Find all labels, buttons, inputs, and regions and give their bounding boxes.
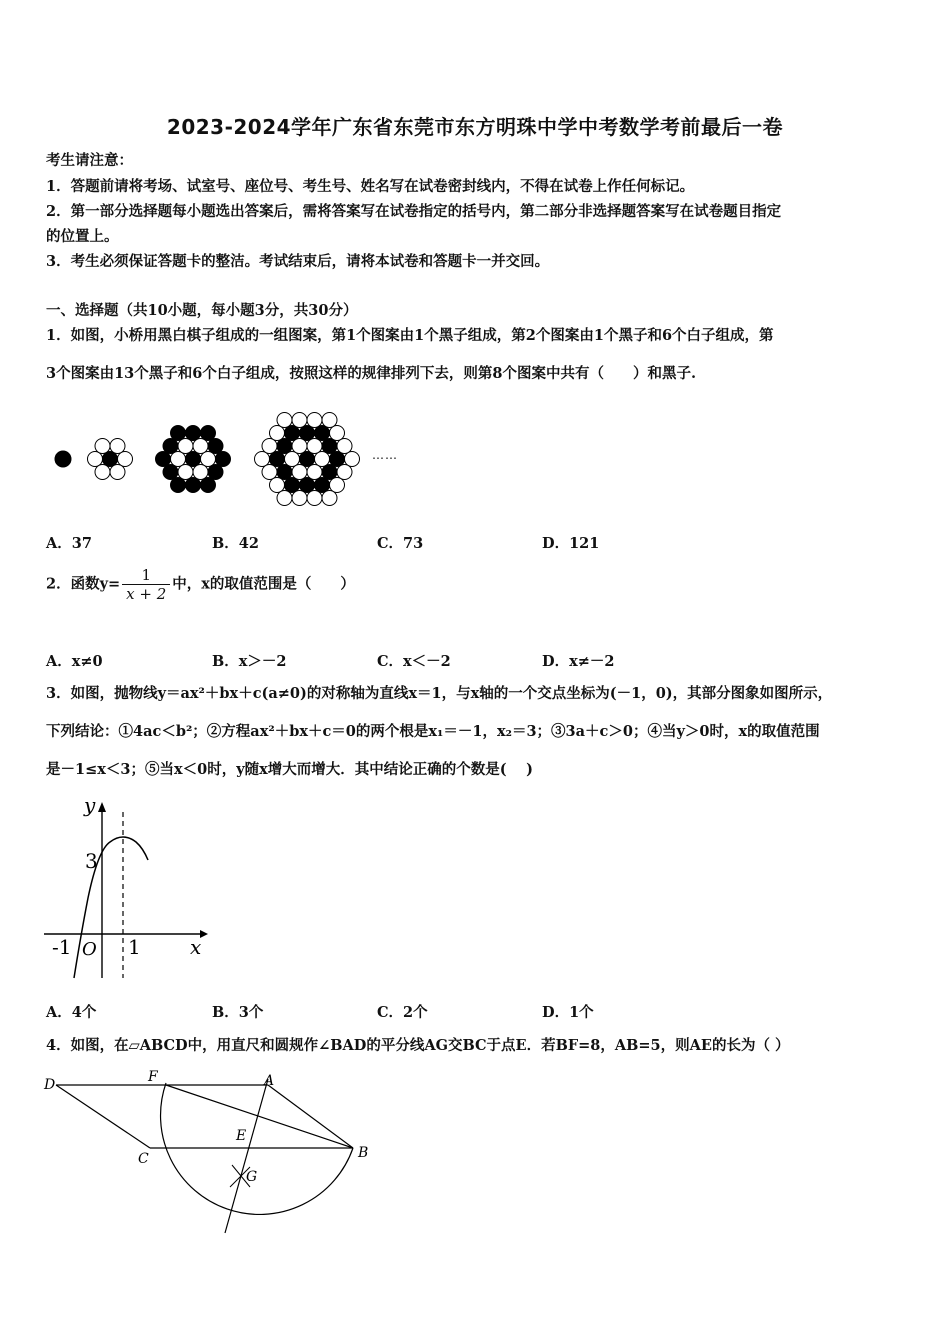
q2-suffix: 中，x的取值范围是（ ）: [172, 575, 355, 593]
q4-figure: [40, 1065, 380, 1240]
origin-label: O: [82, 939, 97, 960]
q1-option-d[interactable]: D．121: [542, 535, 600, 552]
q1-ellipsis: ……: [372, 448, 398, 462]
q4-text-line1: 4．如图，在▱ABCD中，用直尺和圆规作∠BAD的平分线AG交BC于点E．若BF=8，AB=5，则AE的长为（ ）: [46, 1037, 790, 1054]
one-label: 1: [128, 935, 141, 959]
q1-figure: [45, 400, 415, 515]
notice-heading: 考生请注意：: [46, 152, 133, 169]
q1-text-line1: 1．如图，小桥用黑白棋子组成的一组图案，第1个图案由1个黑子组成，第2个图案由1个黑子和6个白子组成，第: [46, 327, 774, 344]
q3-graph: [40, 790, 215, 980]
y-axis-arrow: [98, 802, 106, 812]
q2-option-d[interactable]: D．x≠－2: [542, 653, 615, 670]
y-intercept-label: 3: [85, 849, 98, 873]
notice-item-2: 2．第一部分选择题每小题选出答案后，需将答案写在试卷指定的括号内，第二部分非选择题答案写在试卷题目指定: [46, 203, 782, 220]
q1-option-c[interactable]: C．73: [377, 535, 424, 552]
q3-option-a[interactable]: A．4个: [46, 1004, 97, 1021]
pattern-4: [255, 413, 360, 506]
notice-item-1: 1．答题前请将考场、试室号、座位号、考生号、姓名写在试卷密封线内，不得在试卷上作任何标记。: [46, 178, 695, 195]
side-DC: [56, 1085, 150, 1148]
y-axis-label: y: [84, 793, 96, 817]
side-AB: [268, 1085, 353, 1148]
q2-frac-num: 1: [141, 566, 151, 584]
label-F: F: [148, 1069, 158, 1085]
q1-option-b[interactable]: B．42: [212, 535, 259, 552]
q2-option-c[interactable]: C．x＜－2: [377, 653, 451, 670]
label-B: B: [358, 1145, 369, 1161]
q2-fraction: [122, 566, 170, 603]
q2-prefix: 2．函数y=: [46, 575, 121, 593]
q2-text: [46, 566, 355, 603]
notice-item-3: 3．考生必须保证答题卡的整洁。考试结束后，请将本试卷和答题卡一并交回。: [46, 253, 550, 270]
page-title: 2023-2024学年广东省东莞市东方明珠中学中考数学考前最后一卷: [166, 115, 784, 139]
pattern-2: [88, 439, 133, 480]
x-axis-label: x: [190, 935, 202, 959]
q3-text-line2: 下列结论：①4ac＜b²；②方程ax²＋bx＋c＝0的两个根是x₁＝－1，x₂＝3；③3a＋c＞0；④当y＞0时，x的取值范围: [46, 723, 820, 740]
q3-option-c[interactable]: C．2个: [377, 1004, 428, 1021]
section-heading: 一、选择题（共10小题，每小题3分，共30分）: [46, 302, 358, 319]
q2-option-b[interactable]: B．x＞－2: [212, 653, 287, 670]
q3-option-b[interactable]: B．3个: [212, 1004, 264, 1021]
label-E: E: [236, 1128, 247, 1144]
label-G: G: [246, 1169, 258, 1185]
q1-text-line2: 3个图案由13个黑子和6个白子组成，按照这样的规律排列下去，则第8个图案中共有（ ）和黑子.: [46, 365, 696, 382]
label-D: D: [44, 1077, 56, 1093]
label-A: A: [264, 1073, 275, 1089]
neg-one-label: -1: [52, 935, 72, 959]
arc-FB: [161, 1083, 353, 1214]
q2-frac-den: x + 2: [122, 584, 170, 603]
label-C: C: [138, 1151, 149, 1167]
pattern-3: [156, 426, 231, 493]
pattern-1: [55, 451, 71, 467]
q2-option-a[interactable]: A．x≠0: [46, 653, 103, 670]
notice-item-2-cont: 的位置上。: [46, 228, 119, 245]
q3-option-d[interactable]: D．1个: [542, 1004, 594, 1021]
q3-text-line3: 是－1≤x＜3；⑤当x＜0时，y随x增大而增大．其中结论正确的个数是( ): [46, 761, 534, 778]
q3-text-line1: 3．如图，抛物线y＝ax²＋bx＋c(a≠0)的对称轴为直线x＝1，与x轴的一个交点坐标为(－1，0)，其部分图象如图所示，: [46, 685, 833, 702]
segment-FB: [166, 1085, 353, 1148]
q1-option-a[interactable]: A．37: [46, 535, 92, 552]
